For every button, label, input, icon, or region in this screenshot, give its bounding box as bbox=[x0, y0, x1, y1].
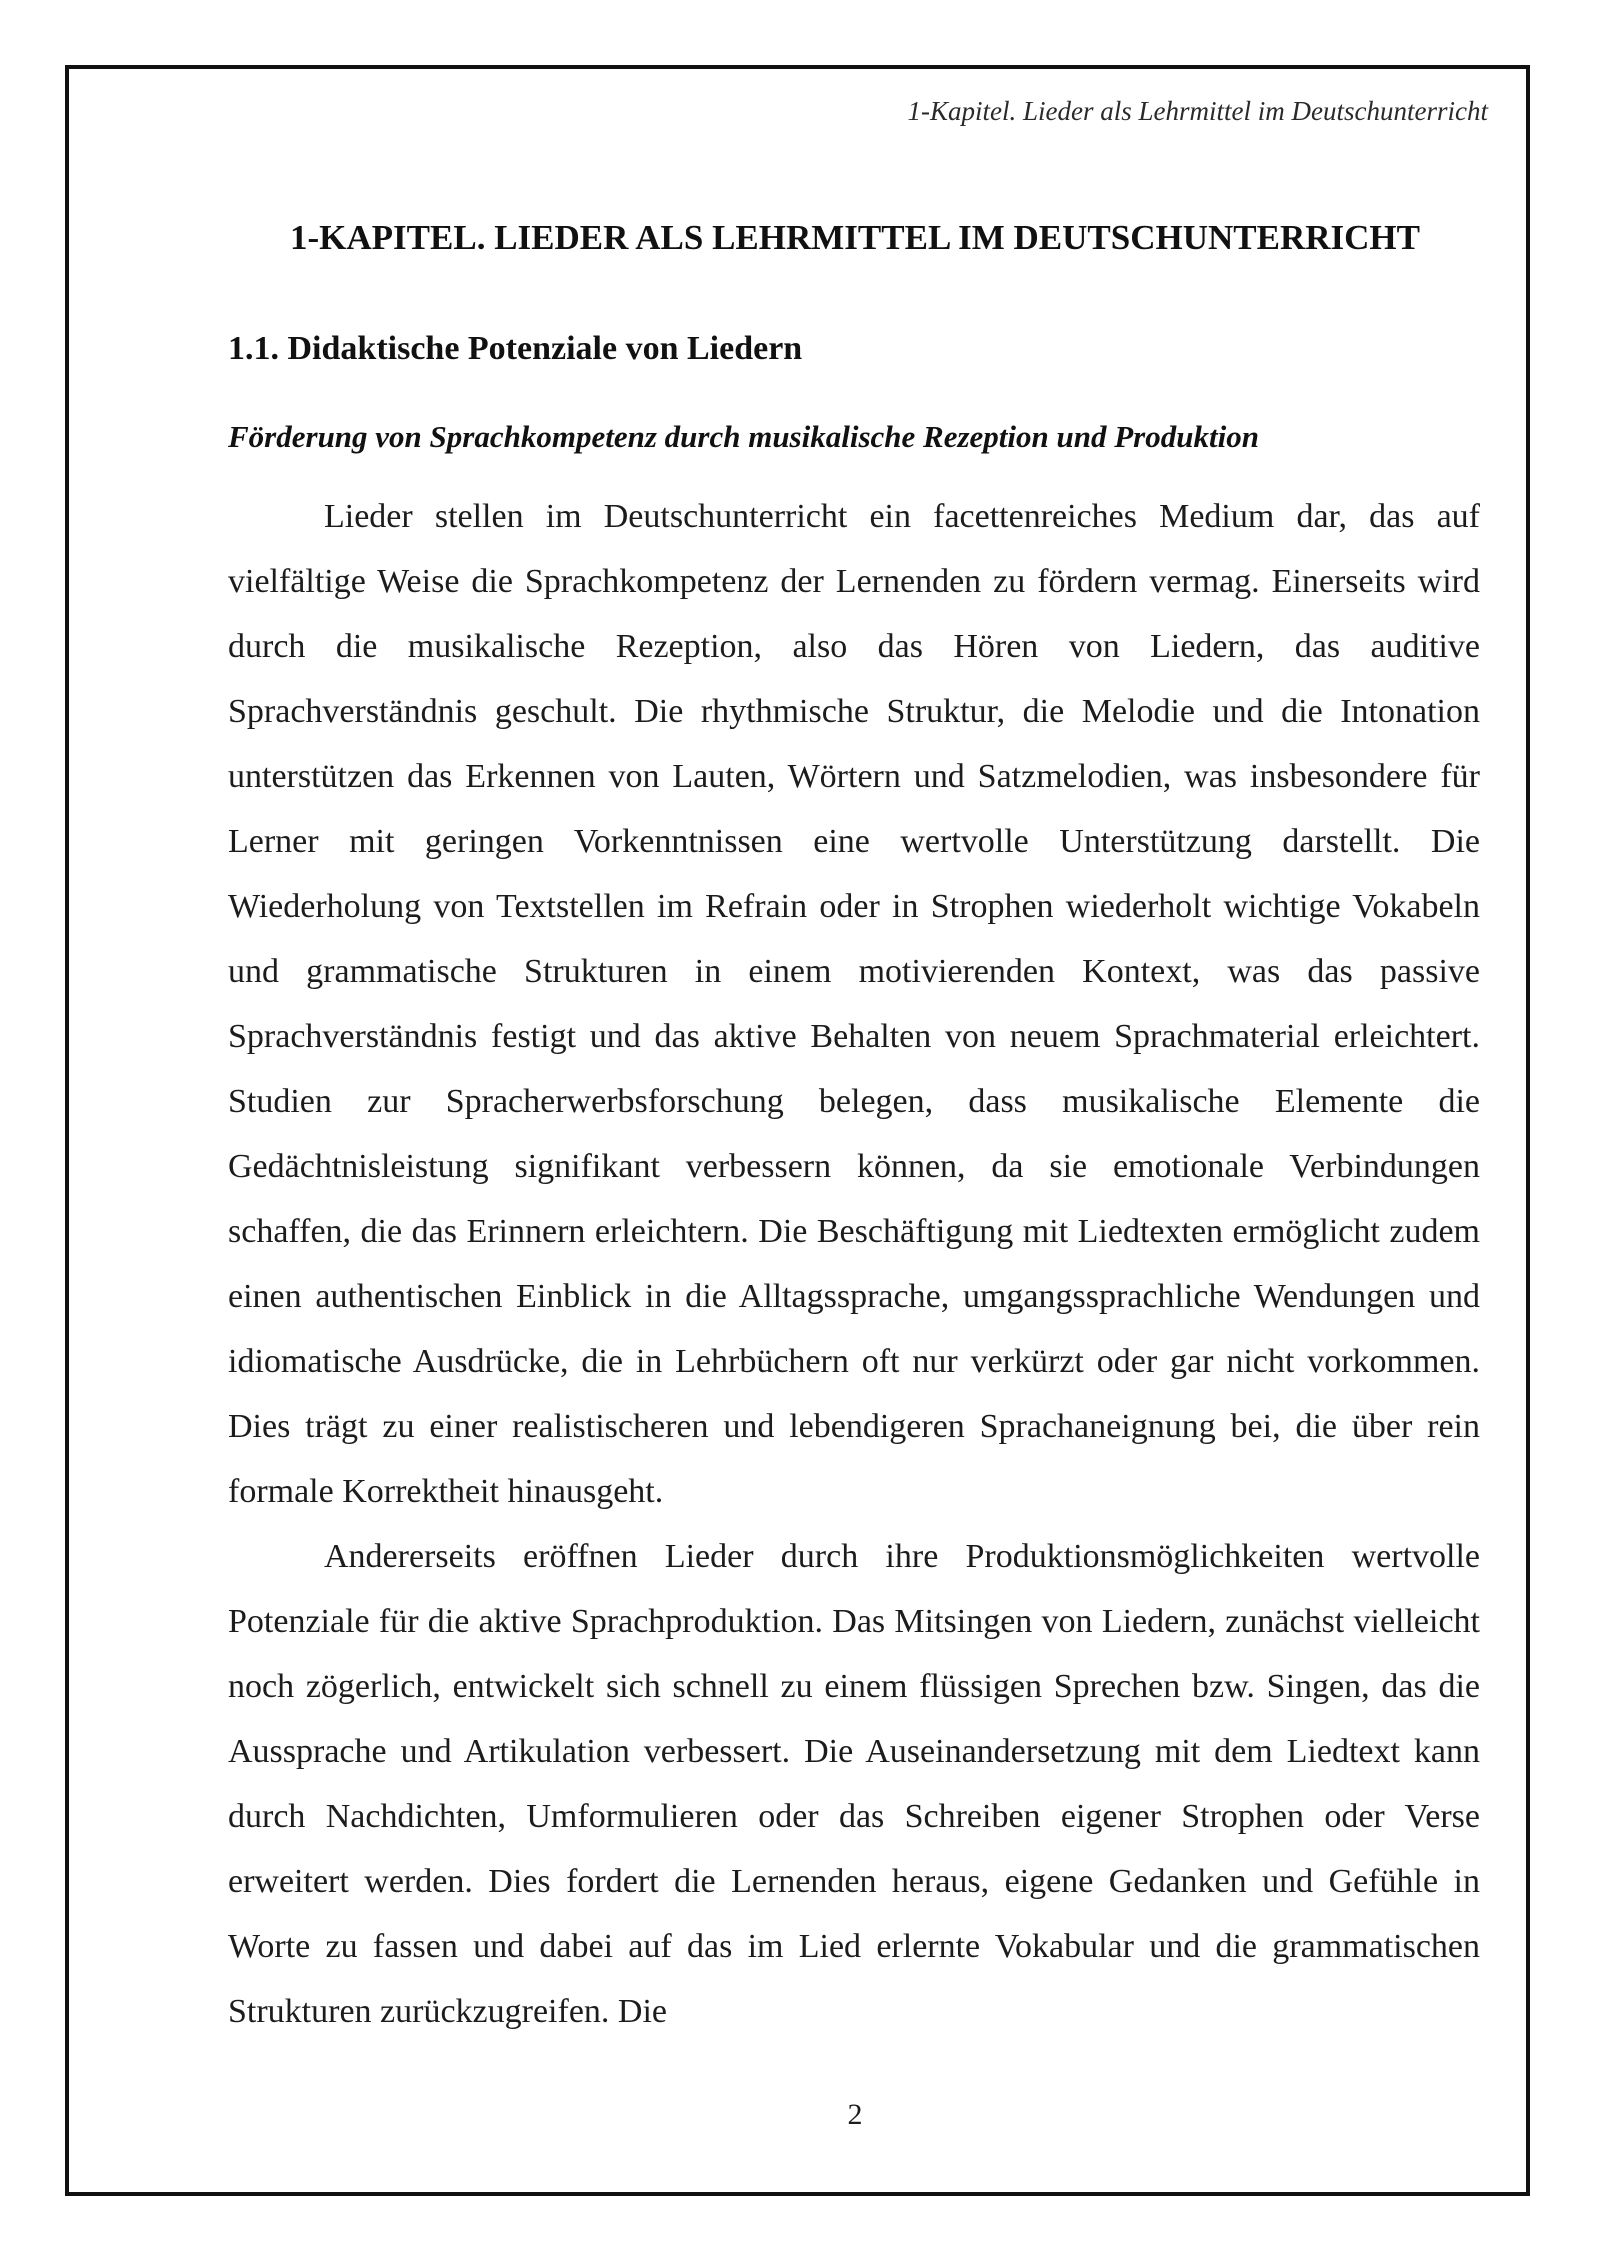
subheading: Förderung von Sprachkompetenz durch musikalische Rezeption und Produktion bbox=[228, 419, 1259, 454]
section-heading: 1.1. Didaktische Potenziale von Liedern bbox=[228, 330, 803, 367]
page-number: 2 bbox=[847, 2098, 863, 2131]
body-text bbox=[228, 484, 1480, 2044]
paragraph-2: Andererseits eröffnen Lieder durch ihre Produktionsmöglichkeiten wertvolle Potenziale für die aktive Sprachproduktion. Das Mitsingen von Liedern, zunächst vielleicht noch zögerlich, entwickelt sich schnell zu einem flüssigen Sprechen bzw. Singen, das die Aussprache und Artikulation verbessert. Die Auseinandersetzung mit dem Liedtext kann durch Nachdichten, Umformulieren oder das Schreiben eigener Strophen oder Verse erweitert werden. Dies fordert die Lernenden heraus, eigene Gedanken und Gefühle in Worte zu fassen und dabei auf das im Lied erlernte Vokabular und die grammatischen Strukturen zurückzugreifen. Die bbox=[228, 1538, 1480, 2030]
running-header: 1-Kapitel. Lieder als Lehrmittel im Deutschunterricht bbox=[907, 96, 1488, 126]
chapter-title: 1-KAPITEL. LIEDER ALS LEHRMITTEL IM DEUTSCHUNTERRICHT bbox=[290, 218, 1420, 257]
paragraph-1: Lieder stellen im Deutschunterricht ein facettenreiches Medium dar, das auf vielfältige Weise die Sprachkompetenz der Lernenden zu fördern vermag. Einerseits wird durch die musikalische Rezeption, also das Hören von Liedern, das auditive Sprachverständnis geschult. Die rhythmische Struktur, die Melodie und die Intonation unterstützen das Erkennen von Lauten, Wörtern und Satzmelodien, was insbesondere für Lerner mit geringen Vorkenntnissen eine wertvolle Unterstützung darstellt. Die Wiederholung von Textstellen im Refrain oder in Strophen wiederholt wichtige Vokabeln und grammatische Strukturen in einem motivierenden Kontext, was das passive Sprachverständnis festigt und das aktive Behalten von neuem Sprachmaterial erleichtert. Studien zur Spracherwerbsforschung belegen, dass musikalische Elemente die Gedächtnisleistung signifikant verbessern können, da sie emotionale Verbindungen schaffen, die das Erinnern erleichtern. Die Beschäftigung mit Liedtexten ermöglicht zudem einen authentischen Einblick in die Alltagssprache, umgangssprachliche Wendungen und idiomatische Ausdrücke, die in Lehrbüchern oft nur verkürzt oder gar nicht vorkommen. Dies trägt zu einer realistischeren und lebendigeren Sprachaneignung bei, die über rein formale Korrektheit hinausgeht. bbox=[228, 498, 1480, 1510]
